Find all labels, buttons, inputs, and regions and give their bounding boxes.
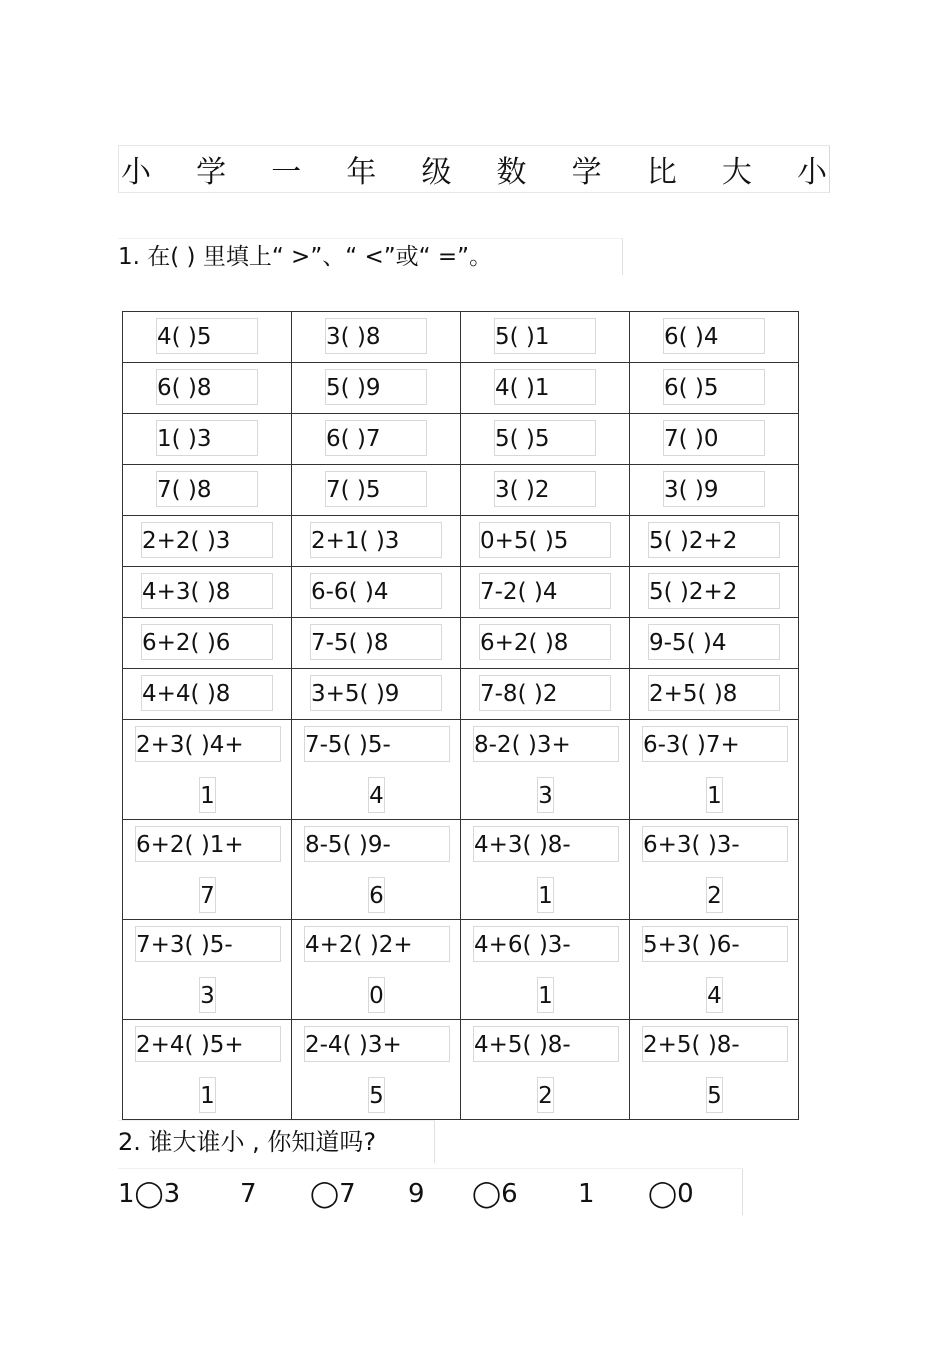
table-cell [123,820,292,920]
q2-item: ◯7 [310,1179,356,1209]
title-char: 小 [796,155,827,190]
q2-item: 1◯3 [118,1179,181,1209]
title-char: 一 [271,155,302,190]
comparison-problem[interactable]: 3( )9 [663,471,765,507]
table-cell [123,618,292,669]
table-row [123,312,799,363]
comparison-problem-continued: 1 [537,877,554,913]
comparison-problem[interactable]: 8-2( )3+ [473,726,619,762]
table-cell [461,516,630,567]
comparison-problem[interactable]: 4+3( )8- [473,826,619,862]
table-cell [630,312,799,363]
comparison-problem[interactable]: 2+5( )8 [648,675,780,711]
comparison-problem-continued: 1 [706,777,723,813]
comparison-problem-continued: 4 [368,777,385,813]
title-char: 学 [196,155,227,190]
comparison-problem[interactable]: 4+6( )3- [473,926,619,962]
table-cell [123,414,292,465]
comparison-problem[interactable]: 6( )8 [156,369,258,405]
table-cell [461,363,630,414]
table-cell [630,465,799,516]
table-cell [630,720,799,820]
table-cell [292,312,461,363]
table-row [123,1020,799,1120]
comparison-problem[interactable]: 6+3( )3- [642,826,788,862]
table-cell [123,720,292,820]
question-2-instruction: 2. 谁大谁小 , 你知道吗? [118,1120,435,1163]
comparison-problem-continued: 1 [199,777,216,813]
comparison-problem[interactable]: 3+5( )9 [310,675,442,711]
table-row [123,720,799,820]
table-cell [292,720,461,820]
title-char: 比 [646,155,677,190]
title-char: 年 [346,155,377,190]
question-2-items [118,1168,743,1215]
comparison-problem[interactable]: 5( )1 [494,318,596,354]
comparison-problem[interactable]: 0+5( )5 [479,522,611,558]
table-cell [630,363,799,414]
table-cell [461,1020,630,1120]
comparison-problem-continued: 0 [368,977,385,1013]
comparison-problem[interactable]: 2+1( )3 [310,522,442,558]
table-cell [123,465,292,516]
table-cell [123,1020,292,1120]
comparison-problem[interactable]: 7( )0 [663,420,765,456]
table-cell [123,312,292,363]
comparison-problem-continued: 5 [706,1077,723,1113]
table-cell [461,720,630,820]
table-cell [292,820,461,920]
comparison-problem[interactable]: 2+5( )8- [642,1026,788,1062]
table-cell [461,414,630,465]
comparison-problem-continued: 2 [537,1077,554,1113]
comparison-problem[interactable]: 7-8( )2 [479,675,611,711]
comparison-problem[interactable]: 4( )5 [156,318,258,354]
q2-item: 9 [408,1179,425,1209]
comparison-problem[interactable]: 2+3( )4+ [135,726,281,762]
comparison-problem[interactable]: 6( )7 [325,420,427,456]
comparison-problem[interactable]: 4+4( )8 [141,675,273,711]
table-cell [630,414,799,465]
title-char: 级 [421,155,452,190]
comparison-problem[interactable]: 7-5( )5- [304,726,450,762]
comparison-problem[interactable]: 5( )2+2 [648,522,780,558]
table-cell [292,920,461,1020]
title-char: 学 [571,155,602,190]
table-cell [461,312,630,363]
comparison-problem[interactable]: 6+2( )1+ [135,826,281,862]
table-row [123,618,799,669]
table-cell [123,363,292,414]
comparison-problem-continued: 1 [199,1077,216,1113]
comparison-problem[interactable]: 3( )8 [325,318,427,354]
comparison-problem[interactable]: 2+4( )5+ [135,1026,281,1062]
comparison-problem[interactable]: 2-4( )3+ [304,1026,450,1062]
page-title [118,145,830,193]
comparison-table [122,311,799,1120]
table-row [123,567,799,618]
comparison-problem[interactable]: 7-2( )4 [479,573,611,609]
table-cell [123,669,292,720]
table-row [123,516,799,567]
table-cell [292,465,461,516]
comparison-problem-continued: 4 [706,977,723,1013]
comparison-problem[interactable]: 5+3( )6- [642,926,788,962]
table-cell [292,567,461,618]
comparison-problem-continued: 5 [368,1077,385,1113]
q2-item: 7 [240,1179,257,1209]
table-cell [630,567,799,618]
title-char: 数 [496,155,527,190]
comparison-problem[interactable]: 6-3( )7+ [642,726,788,762]
q2-item: 1 [578,1179,595,1209]
comparison-problem[interactable]: 4( )1 [494,369,596,405]
comparison-problem-continued: 6 [368,877,385,913]
table-cell [123,516,292,567]
table-row [123,414,799,465]
comparison-problem[interactable]: 4+2( )2+ [304,926,450,962]
comparison-problem[interactable]: 7-5( )8 [310,624,442,660]
table-cell [461,618,630,669]
table-row [123,820,799,920]
table-cell [292,618,461,669]
question-1-instruction: 1. 在( ) 里填上“ >”、“ <”或“ =”。 [118,238,623,275]
table-cell [292,669,461,720]
comparison-problem[interactable]: 6( )5 [663,369,765,405]
table-cell [292,516,461,567]
comparison-problem[interactable]: 4+3( )8 [141,573,273,609]
table-cell [630,669,799,720]
comparison-problem[interactable]: 9-5( )4 [648,624,780,660]
table-row [123,920,799,1020]
table-cell [461,920,630,1020]
comparison-problem-continued: 7 [199,877,216,913]
title-char: 小 [121,155,151,190]
q2-item: ◯0 [648,1179,694,1209]
comparison-problem[interactable]: 4+5( )8- [473,1026,619,1062]
comparison-problem-continued: 2 [706,877,723,913]
comparison-problem-continued: 3 [537,777,554,813]
table-cell [461,820,630,920]
comparison-problem[interactable]: 6( )4 [663,318,765,354]
comparison-problem[interactable]: 5( )5 [494,420,596,456]
title-char: 大 [721,155,752,190]
comparison-problem[interactable]: 3( )2 [494,471,596,507]
comparison-problem-continued: 1 [537,977,554,1013]
table-cell [123,567,292,618]
table-cell [630,516,799,567]
table-cell [630,820,799,920]
comparison-problem[interactable]: 1( )3 [156,420,258,456]
table-cell [461,669,630,720]
comparison-problem[interactable]: 7( )5 [325,471,427,507]
table-cell [630,618,799,669]
comparison-problem-continued: 3 [199,977,216,1013]
table-row [123,669,799,720]
table-row [123,363,799,414]
table-row [123,465,799,516]
comparison-problem[interactable]: 2+2( )3 [141,522,273,558]
comparison-problem[interactable]: 6+2( )6 [141,624,273,660]
table-cell [123,920,292,1020]
table-cell [461,567,630,618]
comparison-problem[interactable]: 5( )2+2 [648,573,780,609]
table-cell [292,414,461,465]
q2-item: ◯6 [472,1179,518,1209]
comparison-problem[interactable]: 7( )8 [156,471,258,507]
comparison-problem[interactable]: 6-6( )4 [310,573,442,609]
table-cell [630,1020,799,1120]
comparison-problem[interactable]: 5( )9 [325,369,427,405]
comparison-problem[interactable]: 8-5( )9- [304,826,450,862]
table-cell [292,363,461,414]
table-cell [630,920,799,1020]
comparison-problem[interactable]: 6+2( )8 [479,624,611,660]
table-cell [461,465,630,516]
comparison-problem[interactable]: 7+3( )5- [135,926,281,962]
table-cell [292,1020,461,1120]
